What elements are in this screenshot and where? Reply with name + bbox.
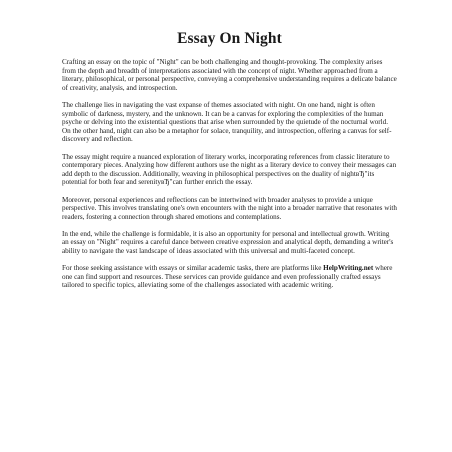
paragraph-literary: The essay might require a nuanced exploration of literary works, incorporating references from classic literature to contemporary pieces. Analyzing how different authors use the night as a literary device to convey their messages can add depth to the discussion. Additionally, weaving in philosophical perspectives on the duality of nightвЂ"its potential for both fear and serenityвЂ"can further enrich the essay. — [62, 152, 397, 187]
document-title: Essay On Night — [177, 30, 282, 47]
document-page — [62, 30, 397, 299]
closing-rest-text: where one can find support and resources. These services can provide guidance and even professionally crafted essays tailored to specific topics, alleviating some of the challenges associated with academic writing. — [62, 264, 393, 290]
closing-lead-text: For those seeking assistance with essays or similar academic tasks, there are platforms like — [62, 264, 322, 273]
helpwriting-site-name: HelpWriting.net — [323, 264, 374, 273]
paragraph-personal: Moreover, personal experiences and reflections can be intertwined with broader analyses to provide a unique perspective. This involves translating one's own encounters with the night into a broader narrative that resonates with readers, fostering a connection through shared emotions and contemplations. — [62, 195, 397, 221]
paragraph-conclusion: In the end, while the challenge is formidable, it is also an opportunity for personal and intellectual growth. Writing an essay on "Night" requires a careful dance between creative expression and analytical depth, demanding a writer's ability to navigate the vast landscape of ideas associated with this universal and multi-faceted concept. — [62, 229, 394, 256]
paragraph-themes: The challenge lies in navigating the vast expanse of themes associated with night. On one hand, night is often symbolic of darkness, mystery, and the unknown. It can be a canvas for exploring the complexities of the human psyche or delving into the existential questions that arise when surrounded by the quietude of the nocturnal world. On the other hand, night can also be a metaphor for solace, tranquility, and introspection, offering a canvas for self-discovery and reflection. — [62, 100, 392, 144]
paragraph-intro: Crafting an essay on the topic of "Night" can be both challenging and thought-provoking. The complexity arises from the depth and breadth of interpretations associated with the concept of night. Whether approached from a literary, philosophical, or personal perspective, conveying a comprehensive understanding requires a delicate balance of creativity, analysis, and introspection. — [62, 58, 397, 92]
paragraph-closing — [62, 264, 397, 290]
